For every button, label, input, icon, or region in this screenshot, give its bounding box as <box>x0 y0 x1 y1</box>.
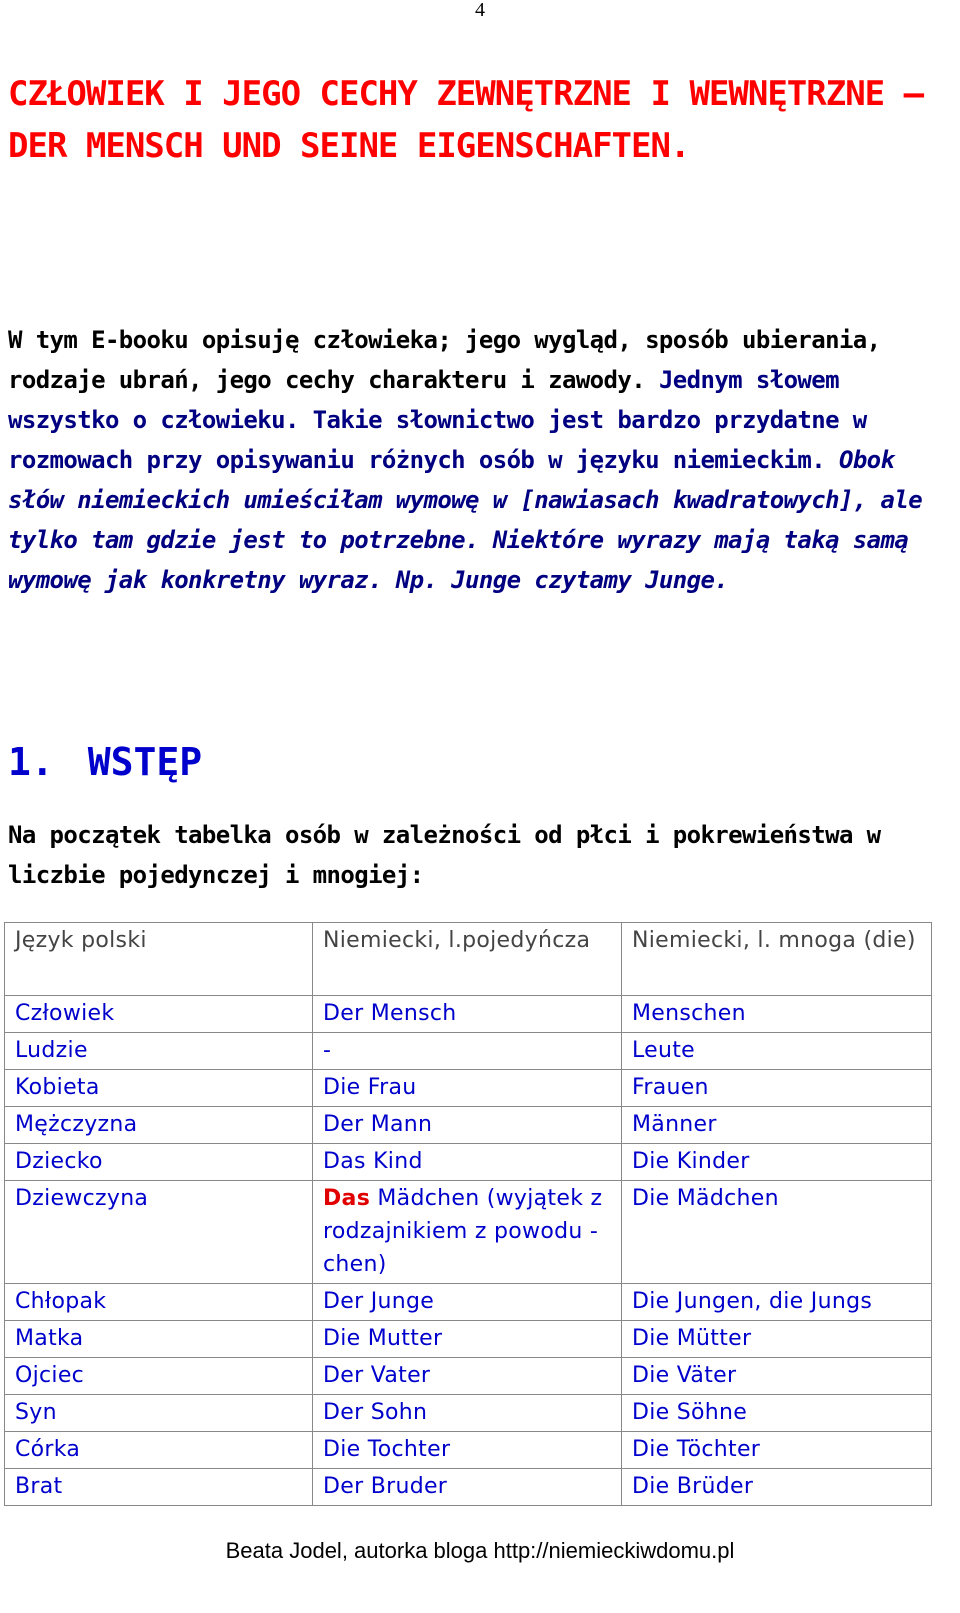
cell-polish: Ludzie <box>5 1033 313 1070</box>
cell-german-plural: Die Brüder <box>622 1469 932 1506</box>
table-row <box>5 1033 932 1070</box>
table-row <box>5 1144 932 1181</box>
cell-german-plural: Die Kinder <box>622 1144 932 1181</box>
table-row <box>5 1395 932 1432</box>
table-row <box>5 1358 932 1395</box>
cell-german-singular: Die Frau <box>313 1070 622 1107</box>
cell-polish: Mężczyzna <box>5 1107 313 1144</box>
intro-italic-text: Obok słów niemieckich umieściłam wymowę w [nawiasach kwadratowych], ale tylko tam gdzie jest to potrzebne. Niektóre wyrazy mają taką samą wymowę jak konkretny wyraz. Np. Junge czytamy Junge. <box>8 446 923 594</box>
cell-german-plural: Männer <box>622 1107 932 1144</box>
cell-german-plural: Leute <box>622 1033 932 1070</box>
table-row <box>5 1321 932 1358</box>
page-number: 4 <box>475 0 485 21</box>
cell-german-singular: Der Junge <box>313 1284 622 1321</box>
cell-german-plural: Die Mütter <box>622 1321 932 1358</box>
page-title: CZŁOWIEK I JEGO CECHY ZEWNĘTRZNE I WEWNĘTRZNE – DER MENSCH UND SEINE EIGENSCHAFTEN. <box>8 74 924 166</box>
cell-german-singular: Die Mutter <box>313 1321 622 1358</box>
cell-polish: Chłopak <box>5 1284 313 1321</box>
header-german-singular: Niemiecki, l.pojedyńcza <box>313 923 622 996</box>
header-polish: Język polski <box>5 923 313 996</box>
cell-german-plural: Die Mädchen <box>622 1181 932 1284</box>
section-heading <box>8 738 202 786</box>
vocabulary-table <box>4 922 932 1506</box>
cell-polish: Człowiek <box>5 996 313 1033</box>
header-german-plural: Niemiecki, l. mnoga (die) <box>622 923 932 996</box>
cell-german-singular: - <box>313 1033 622 1070</box>
cell-german-singular <box>313 1181 622 1284</box>
intro-paragraph <box>8 320 953 600</box>
table-row <box>5 996 932 1033</box>
table-row <box>5 1107 932 1144</box>
table-row <box>5 1432 932 1469</box>
table-header-row <box>5 923 932 996</box>
cell-german-plural: Menschen <box>622 996 932 1033</box>
cell-german-singular: Die Tochter <box>313 1432 622 1469</box>
intro-plain-text: W tym E-booku opisuję człowieka; jego wygląd, sposób ubierania, rodzaje ubrań, jego cechy charakteru i zawody. <box>8 326 881 394</box>
cell-polish: Córka <box>5 1432 313 1469</box>
cell-german-plural: Frauen <box>622 1070 932 1107</box>
cell-polish: Kobieta <box>5 1070 313 1107</box>
cell-german-singular: Der Mensch <box>313 996 622 1033</box>
intro-blue-text: Jednym słowem wszystko o człowieku. Takie słownictwo jest bardzo przydatne w rozmowach przy opisywaniu różnych osób w języku niemieckim. <box>8 366 867 474</box>
footer-author: Beata Jodel, autorka bloga http://niemieckiwdomu.pl <box>225 1538 735 1563</box>
cell-german-plural: Die Töchter <box>622 1432 932 1469</box>
cell-polish: Ojciec <box>5 1358 313 1395</box>
table-row <box>5 1469 932 1506</box>
cell-polish: Brat <box>5 1469 313 1506</box>
cell-german-singular: Das Kind <box>313 1144 622 1181</box>
cell-german-singular: Der Vater <box>313 1358 622 1395</box>
cell-german-singular: Der Sohn <box>313 1395 622 1432</box>
section-title: WSTĘP <box>87 740 203 784</box>
table-row <box>5 1070 932 1107</box>
section-number: 1. <box>8 740 54 784</box>
cell-german-plural: Die Väter <box>622 1358 932 1395</box>
exception-article: Das <box>323 1186 371 1211</box>
exception-note: Mädchen (wyjątek z rodzajnikiem z powodu -chen) <box>323 1186 603 1277</box>
table-row <box>5 1181 932 1284</box>
cell-polish: Dziecko <box>5 1144 313 1181</box>
cell-german-singular: Der Bruder <box>313 1469 622 1506</box>
cell-german-plural: Die Jungen, die Jungs <box>622 1284 932 1321</box>
cell-polish: Matka <box>5 1321 313 1358</box>
cell-german-plural: Die Söhne <box>622 1395 932 1432</box>
cell-german-singular: Der Mann <box>313 1107 622 1144</box>
table-row <box>5 1284 932 1321</box>
cell-polish: Syn <box>5 1395 313 1432</box>
lead-text: Na początek tabelka osób w zależności od płci i pokrewieństwa w liczbie pojedynczej i mnogiej: <box>8 821 881 889</box>
cell-polish: Dziewczyna <box>5 1181 313 1284</box>
